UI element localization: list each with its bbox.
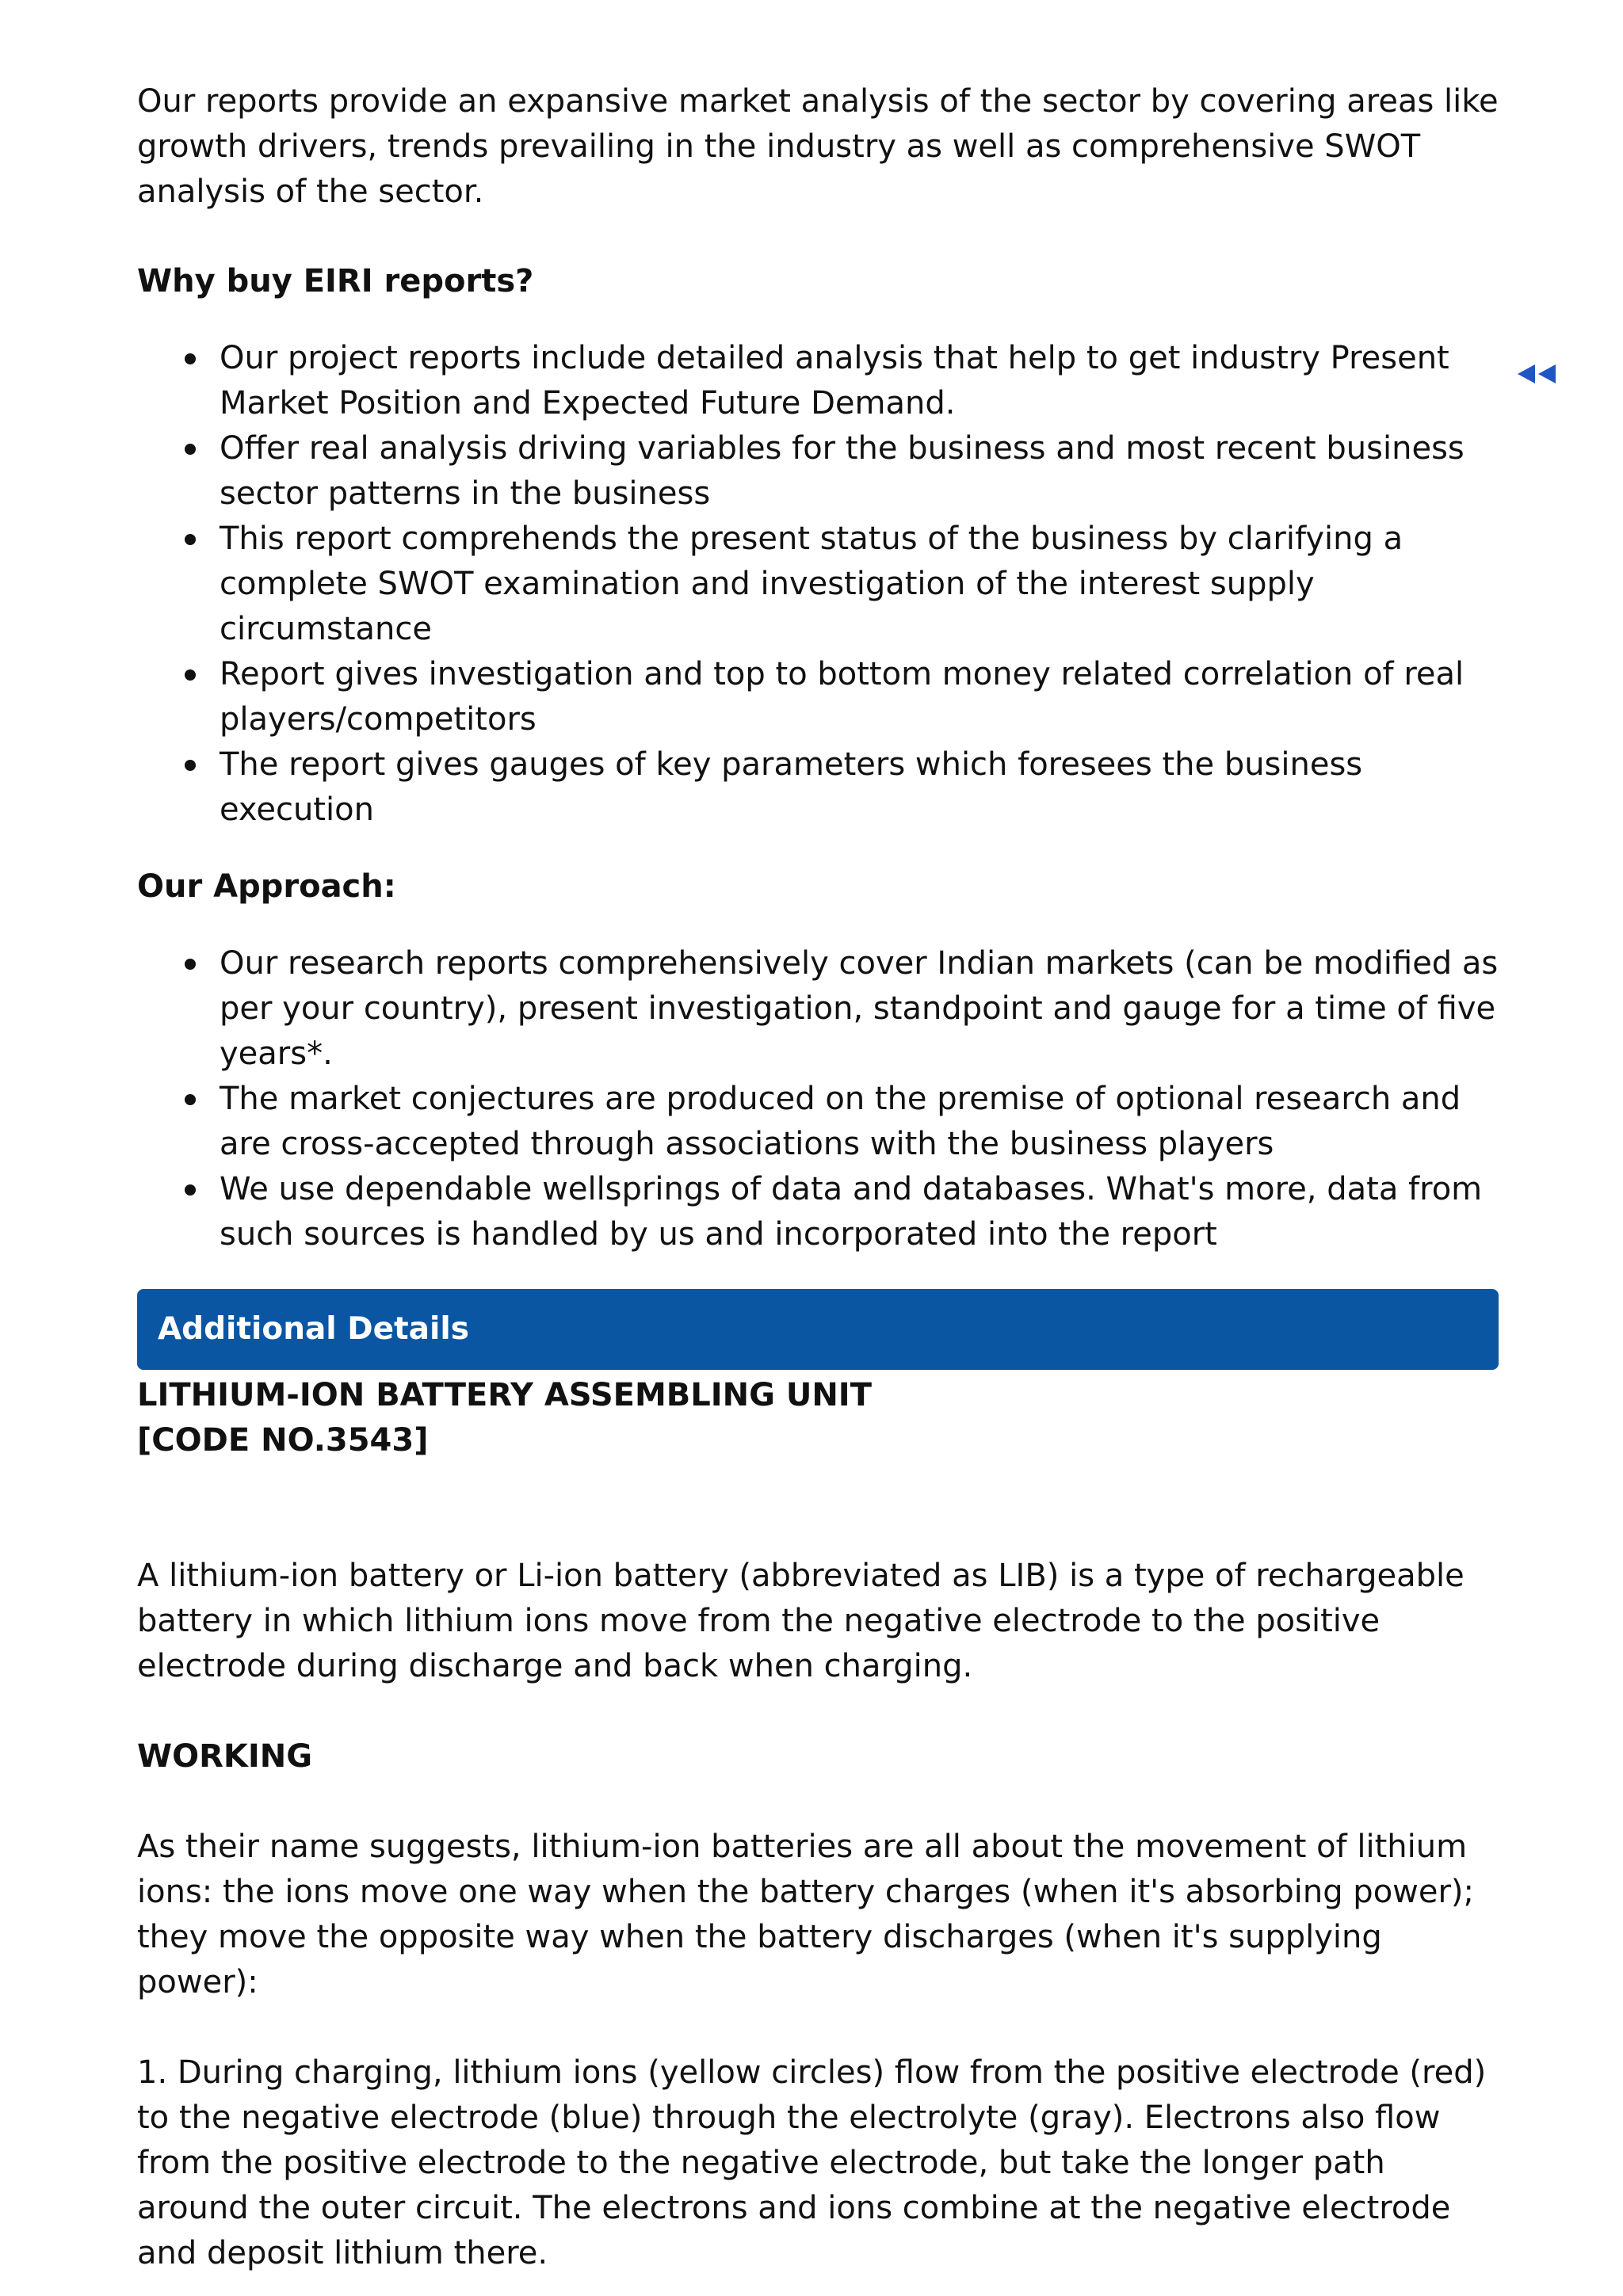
rewind-icon[interactable] <box>1518 364 1557 383</box>
why-buy-heading: Why buy EIRI reports? <box>137 263 534 299</box>
list-item: Our project reports include detailed analysis that help to get industry Present Market Position and Expected Future Demand. <box>220 336 1499 426</box>
working-step-1: 1. During charging, lithium ions (yellow circles) flow from the positive electrode (red) to the negative electrode (blue) through the electrolyte (gray). Electrons also flow from the positive electrode to the negative electrode, but take the longer path around the outer circuit. The electrons and ions combine at the negative electrode and deposit lithium there. <box>137 2054 1487 2271</box>
approach-list <box>137 941 1499 1257</box>
approach-heading: Our Approach: <box>137 868 396 905</box>
list-item: This report comprehends the present status of the business by clarifying a complete SWOT examination and investigation of the interest supply circumstance <box>220 517 1499 652</box>
list-item: The market conjectures are produced on the premise of optional research and are cross-accepted through associations with the business players <box>220 1077 1499 1167</box>
definition-paragraph: A lithium-ion battery or Li-ion battery (abbreviated as LIB) is a type of rechargeable battery in which lithium ions move from the negative electrode to the positive electrode during discharge and back when charging. <box>137 1558 1465 1684</box>
intro-paragraph: Our reports provide an expansive market analysis of the sector by covering areas like growth drivers, trends prevailing in the industry as well as comprehensive SWOT analysis of the sector. <box>137 83 1499 210</box>
list-item: Report gives investigation and top to bottom money related correlation of real players/competitors <box>220 652 1499 742</box>
spacer <box>137 1689 1499 1734</box>
working-heading: WORKING <box>137 1738 313 1775</box>
spacer <box>137 2005 1499 2050</box>
document-body <box>137 79 1499 2276</box>
list-item: The report gives gauges of key parameters which foresees the business execution <box>220 742 1499 833</box>
product-code: [CODE NO.3543] <box>137 1422 429 1459</box>
why-buy-list <box>137 336 1499 833</box>
working-intro: As their name suggests, lithium-ion batteries are all about the movement of lithium ions: the ions move one way when the battery charges (when it's absorbing power); they move the opposite way when the battery discharges (when it's supplying power): <box>137 1829 1475 2000</box>
product-title: LITHIUM-ION BATTERY ASSEMBLING UNIT <box>137 1377 872 1413</box>
additional-details-tab[interactable]: Additional Details <box>137 1289 1499 1370</box>
list-item: Offer real analysis driving variables for the business and most recent business sector patterns in the business <box>220 426 1499 517</box>
list-item: We use dependable wellsprings of data and databases. What's more, data from such sources is handled by us and incorporated into the report <box>220 1167 1499 1257</box>
spacer <box>137 1463 1499 1554</box>
list-item: Our research reports comprehensively cover Indian markets (can be modified as per your country), present investigation, standpoint and gauge for a time of five years*. <box>220 941 1499 1077</box>
